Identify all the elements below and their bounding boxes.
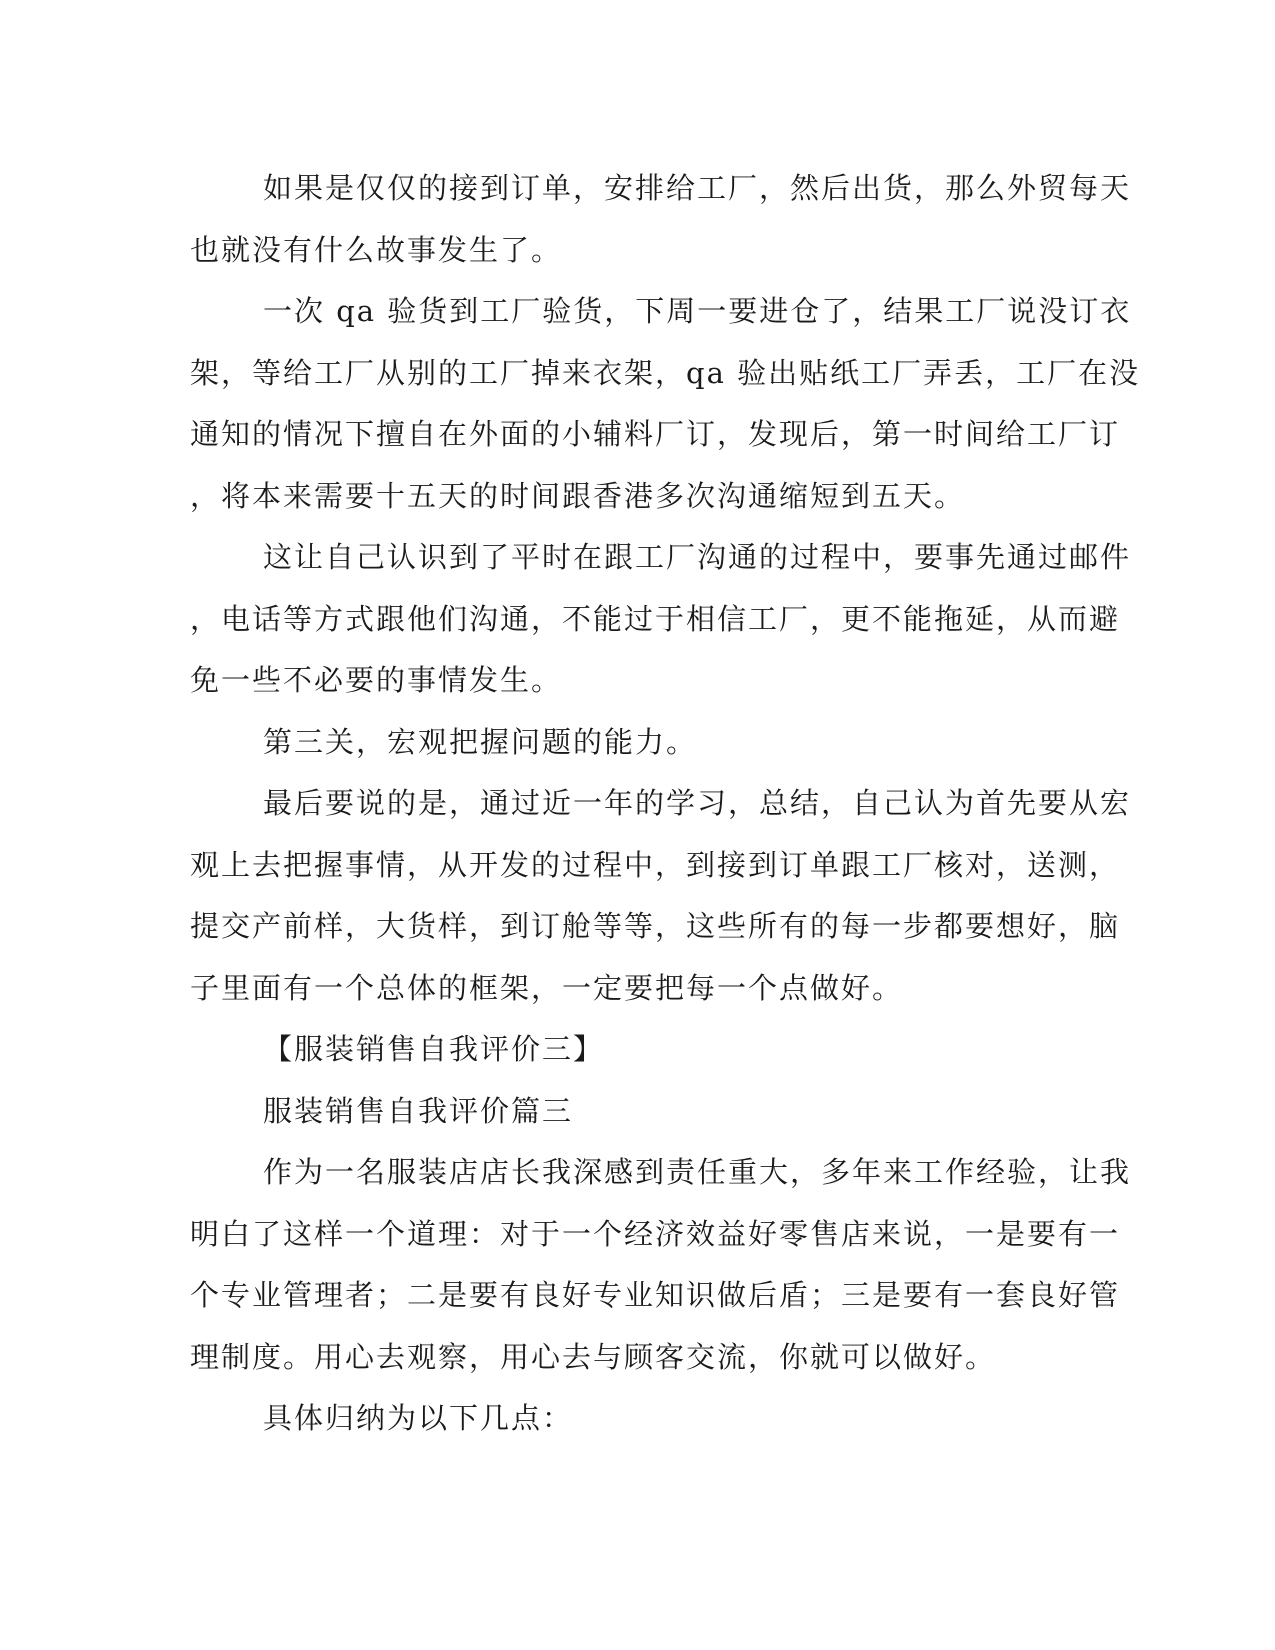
text-line: 架，等给工厂从别的工厂掉来衣架，qa 验出贴纸工厂弄丢，工厂在没 xyxy=(190,355,1141,390)
section-subtitle: 服装销售自我评价篇三 xyxy=(263,1093,574,1128)
text-line: 作为一名服装店店长我深感到责任重大，多年来工作经验，让我 xyxy=(263,1155,1132,1189)
text-line: 一次 qa 验货到工厂验货，下周一要进仓了，结果工厂说没订衣 xyxy=(263,294,1132,328)
section-title-bracketed: 【服装销售自我评价三】 xyxy=(263,1032,605,1066)
text-line: 理制度。用心去观察，用心去与顾客交流，你就可以做好。 xyxy=(190,1339,997,1374)
text-line: 观上去把握事情，从开发的过程中，到接到订单跟工厂核对，送测， xyxy=(190,847,1121,882)
section-heading: 第三关，宏观把握问题的能力。 xyxy=(263,724,698,759)
text-line: ，将本来需要十五天的时间跟香港多次沟通缩短到五天。 xyxy=(190,478,966,513)
text-line: 个专业管理者；二是要有良好专业知识做后盾；三是要有一套良好管 xyxy=(190,1278,1121,1312)
text-line: ，电话等方式跟他们沟通，不能过于相信工厂，更不能拖延，从而避 xyxy=(190,601,1121,636)
text-line: 也就没有什么故事发生了。 xyxy=(190,232,563,267)
document-body xyxy=(190,158,1141,1450)
text-line: 通知的情况下擅自在外面的小辅料厂订，发现后，第一时间给工厂订 xyxy=(190,417,1121,451)
text-line: 最后要说的是，通过近一年的学习，总结，自己认为首先要从宏 xyxy=(263,786,1132,820)
text-line: 免一些不必要的事情发生。 xyxy=(190,663,563,697)
text-line: 子里面有一个总体的框架，一定要把每一个点做好。 xyxy=(190,970,904,1005)
text-line: 具体归纳为以下几点： xyxy=(263,1401,574,1435)
text-line: 明白了这样一个道理：对于一个经济效益好零售店来说，一是要有一 xyxy=(190,1216,1121,1251)
text-line: 如果是仅仅的接到订单，安排给工厂，然后出货，那么外贸每天 xyxy=(263,171,1132,205)
text-line: 提交产前样，大货样，到订舱等等，这些所有的每一步都要想好，脑 xyxy=(190,909,1121,943)
text-line: 这让自己认识到了平时在跟工厂沟通的过程中，要事先通过邮件 xyxy=(263,540,1132,574)
